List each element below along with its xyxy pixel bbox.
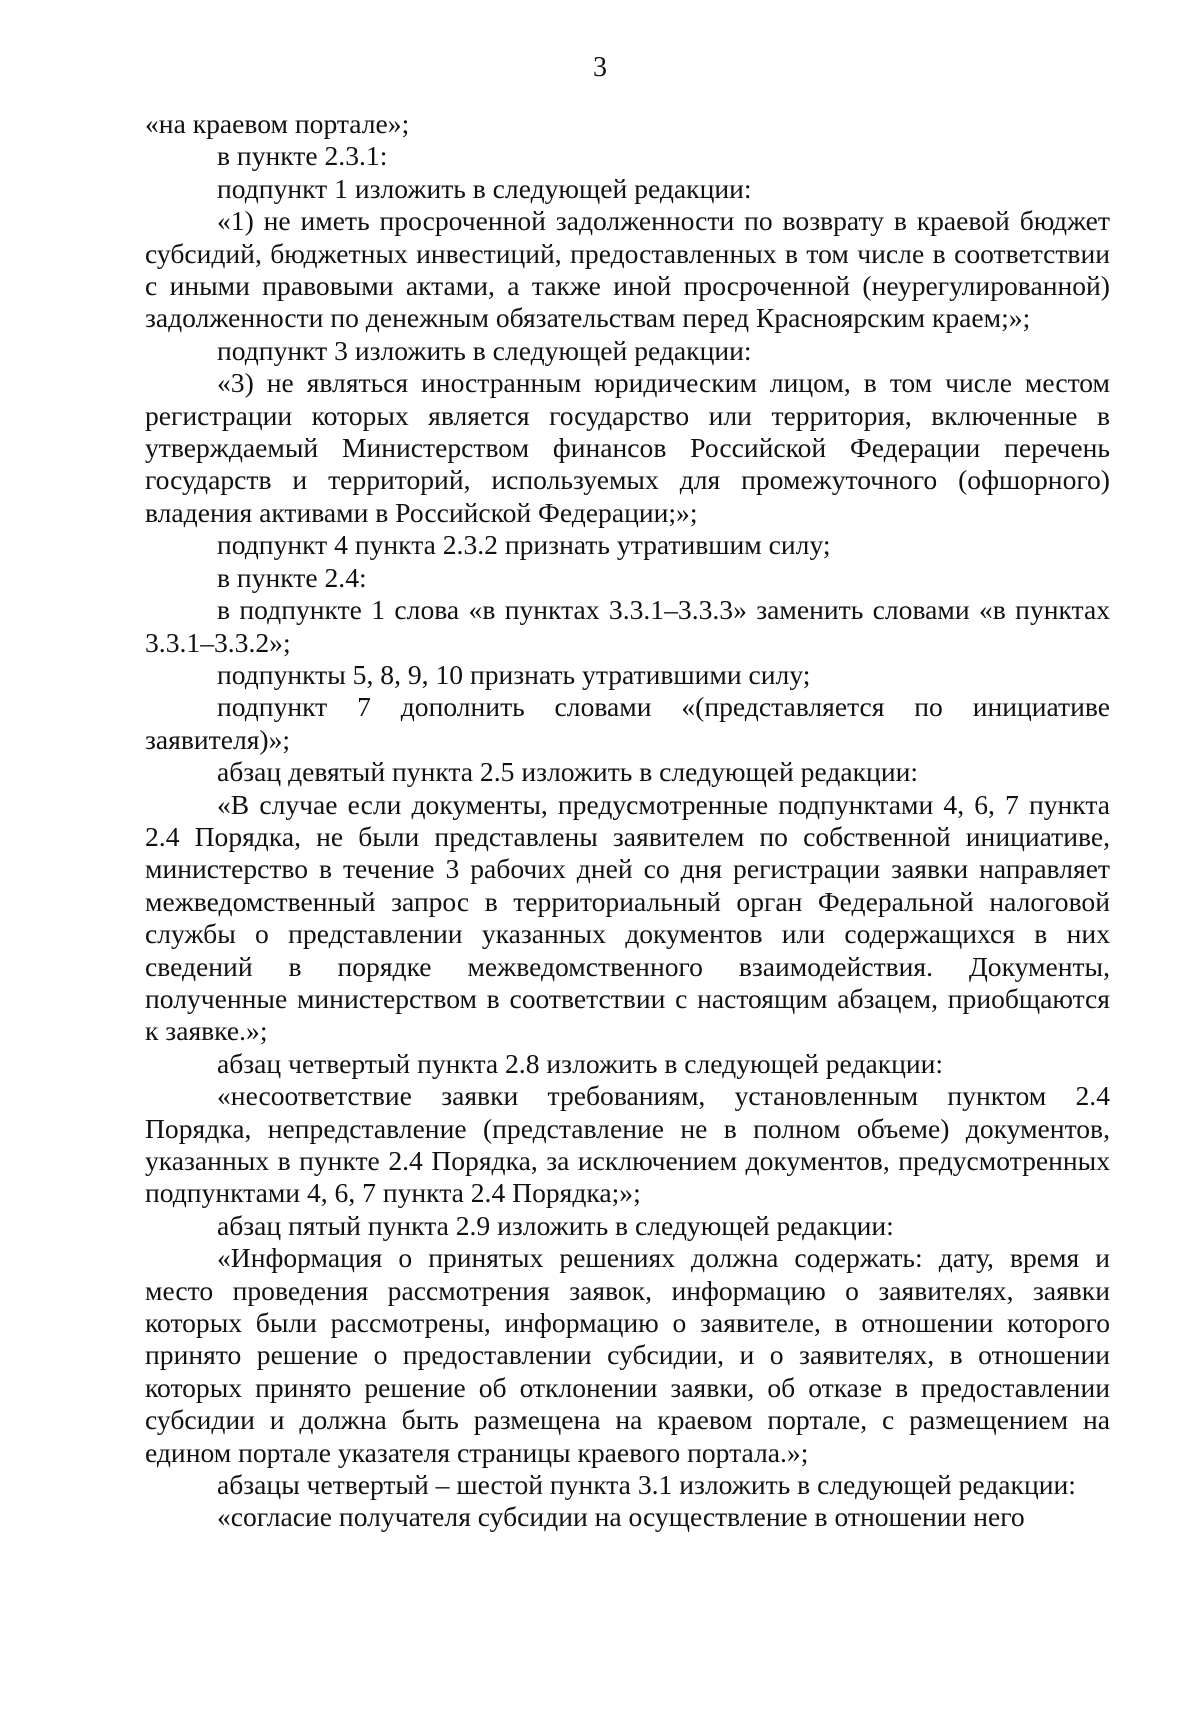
paragraph-18: абзацы четвертый – шестой пункта 3.1 изложить в следующей редакции:	[217, 1469, 1076, 1501]
paragraph-13: «В случае если документы, предусмотренные подпунктами 4, 6, 7 пункта 2.4 Порядка, не были представлены заявителем по собственной инициативе, министерство в течение 3 рабочих дней со дня регистрации заявки направляет межведомственный запрос в территориальный орган Федеральной налоговой службы о представлении указанных документов или содержащихся в них сведений в порядке межведомственного взаимодействия. Документы, полученные министерством в соответствии с настоящим абзацем, приобщаются к заявке.»;	[145, 788, 1110, 1047]
paragraph-3: подпункт 1 изложить в следующей редакции:	[217, 172, 752, 204]
paragraph-19: «согласие получателя субсидии на осуществление в отношении него	[217, 1501, 1025, 1533]
paragraph-1: «на краевом портале»;	[145, 108, 410, 139]
paragraph-15: «несоответствие заявки требованиям, установленным пунктом 2.4 Порядка, непредставление (представление не в полном объеме) документов, указанных в пункте 2.4 Порядка, за исключением документов, предусмотренных подпунктами 4, 6, 7 пункта 2.4 Порядка;»;	[145, 1080, 1110, 1209]
paragraph-9: в подпункте 1 слова «в пунктах 3.3.1–3.3.3» заменить словами «в пунктах 3.3.1–3.3.2»;	[145, 594, 1110, 658]
page-number: 3	[593, 52, 607, 83]
paragraph-7: подпункт 4 пункта 2.3.2 признать утратившим силу;	[217, 529, 831, 561]
paragraph-4: «1) не иметь просроченной задолженности по возврату в краевой бюджет субсидий, бюджетных инвестиций, предоставленных в том числе в соответствии с иными правовыми актами, а также иной просроченной (неурегулированной) задолженности по денежным обязательствам перед Красноярским краем;»;	[145, 205, 1110, 334]
paragraph-5: подпункт 3 изложить в следующей редакции:	[217, 334, 752, 366]
paragraph-16: абзац пятый пункта 2.9 изложить в следующей редакции:	[217, 1209, 894, 1241]
paragraph-11: подпункт 7 дополнить словами «(представляется по инициативе заявителя)»;	[145, 691, 1110, 755]
document-body	[145, 108, 1110, 1534]
paragraph-6: «3) не являться иностранным юридическим лицом, в том числе местом регистрации которых является государство или территория, включенные в утверждаемый Министерством финансов Российской Федерации перечень государств и территорий, используемых для промежуточного (офшорного) владения активами в Российской Федерации;»;	[145, 367, 1110, 528]
paragraph-10: подпункты 5, 8, 9, 10 признать утратившими силу;	[217, 658, 811, 690]
paragraph-17: «Информация о принятых решениях должна содержать: дату, время и место проведения рассмотрения заявок, информацию о заявителях, заявки которых были рассмотрены, информацию о заявителе, в отношении которого принято решение о предоставлении субсидии, и о заявителях, в отношении которых принято решение об отклонении заявки, об отказе в предоставлении субсидии и должна быть размещена на краевом портале, с размещением на едином портале указателя страницы краевого портала.»;	[145, 1242, 1110, 1468]
paragraph-12: абзац девятый пункта 2.5 изложить в следующей редакции:	[217, 756, 919, 788]
paragraph-14: абзац четвертый пункта 2.8 изложить в следующей редакции:	[217, 1047, 944, 1079]
paragraph-2: в пункте 2.3.1:	[217, 140, 388, 172]
paragraph-8: в пункте 2.4:	[217, 561, 367, 593]
